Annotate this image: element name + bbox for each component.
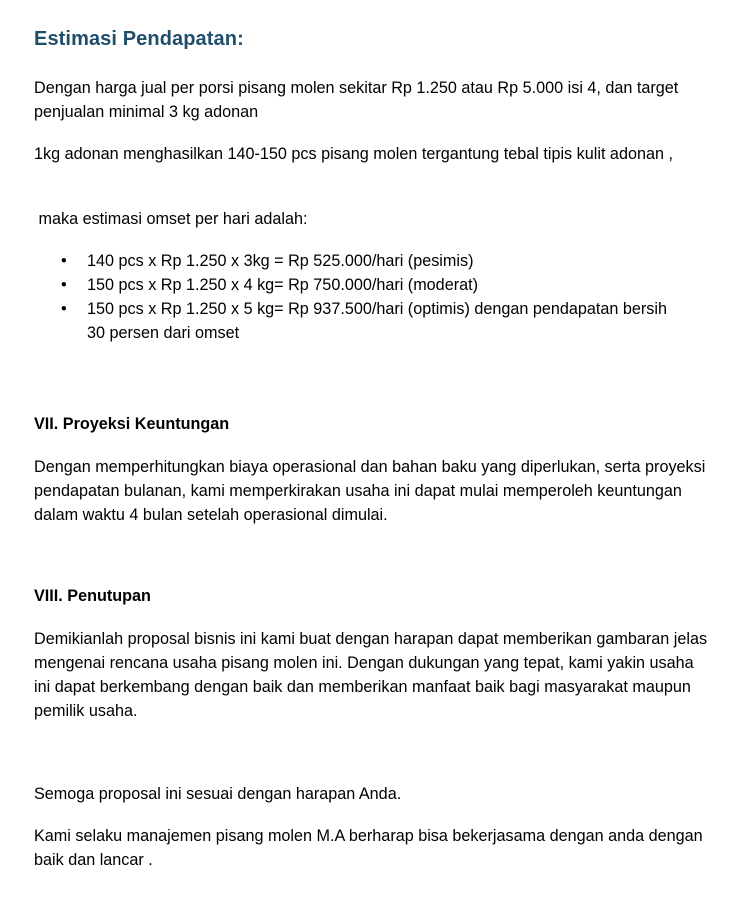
closing-paragraph-1: Semoga proposal ini sesuai dengan harapan Anda. <box>34 785 402 803</box>
proyeksi-title: VII. Proyeksi Keuntungan <box>34 415 230 433</box>
bullet-dot-icon: • <box>61 300 67 318</box>
estimasi-paragraph-1: Dengan harga jual per porsi pisang molen sekitar Rp 1.250 atau Rp 5.000 isi 4, dan target penjualan minimal 3 kg adonan <box>34 79 679 121</box>
closing-paragraph-2: Kami selaku manajemen pisang molen M.A berharap bisa bekerjasama dengan anda dengan baik dan lancar . <box>34 827 703 869</box>
estimasi-paragraph-3: maka estimasi omset per hari adalah: <box>34 210 308 228</box>
estimasi-paragraph-2: 1kg adonan menghasilkan 140-150 pcs pisang molen tergantung tebal tipis kulit adonan , <box>34 145 673 163</box>
bullet-dot-icon: • <box>61 252 67 270</box>
bullet-text: 140 pcs x Rp 1.250 x 3kg = Rp 525.000/hari (pesimis) <box>87 252 474 270</box>
penutupan-title: VIII. Penutupan <box>34 587 151 605</box>
proyeksi-paragraph: Dengan memperhitungkan biaya operasional dan bahan baku yang diperlukan, serta proyeksi pendapatan bulanan, kami memperkirakan usaha ini dapat mulai memperoleh keuntungan dalam waktu 4 bulan setelah operasional dimulai. <box>34 458 706 524</box>
bullet-text: 30 persen dari omset <box>87 324 240 342</box>
bullet-item <box>34 273 714 297</box>
bullet-dot-icon: • <box>61 276 67 294</box>
bullet-text: 150 pcs x Rp 1.250 x 4 kg= Rp 750.000/hari (moderat) <box>87 276 478 294</box>
penutupan-paragraph: Demikianlah proposal bisnis ini kami buat dengan harapan dapat memberikan gambaran jelas mengenai rencana usaha pisang molen ini. Dengan dukungan yang tepat, kami yakin usaha ini dapat berkembang dengan baik dan memberikan manfaat baik bagi masyarakat maupun pemilik usaha. <box>34 630 708 720</box>
bullet-text: 150 pcs x Rp 1.250 x 5 kg= Rp 937.500/hari (optimis) dengan pendapatan bersih <box>87 300 667 318</box>
omset-bullet-list <box>34 249 714 345</box>
bullet-item <box>34 249 714 273</box>
bullet-continuation <box>34 321 714 345</box>
estimasi-heading: Estimasi Pendapatan: <box>34 28 244 50</box>
bullet-item <box>34 297 714 321</box>
